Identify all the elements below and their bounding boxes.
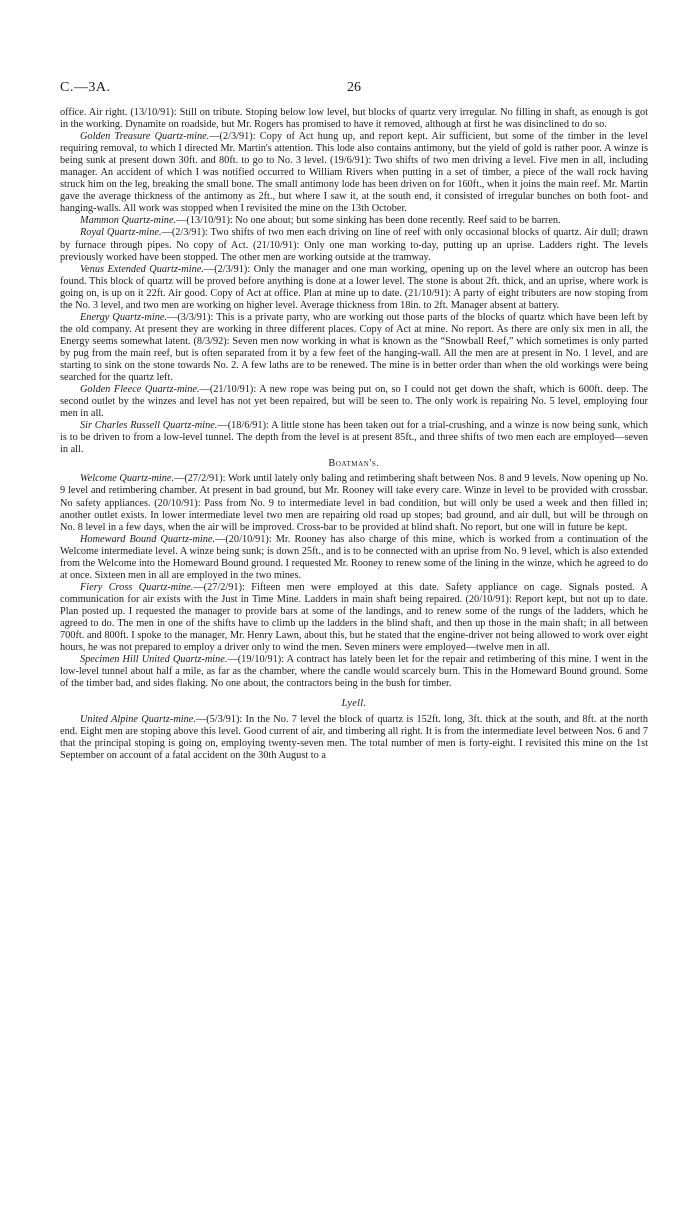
paragraph-text: —(19/10/91): A contract has lately been let for the repair and retimbering of this mine. I went in the low-level tunnel about half a mile, as far as the chamber, where the candle would scarcely burn. This in the Homeward Bound ground. Some of the timber bad, and sides flaking. No one about, the contractors being in the bush for timber. xyxy=(60,654,648,690)
page-header xyxy=(60,82,648,98)
paragraph xyxy=(60,654,648,690)
mine-name: Specimen Hill United Quartz-mine. xyxy=(80,654,228,666)
mine-name: Golden Fleece Quartz-mine. xyxy=(80,384,200,396)
paragraph xyxy=(60,582,648,654)
mine-name: Mammon Quartz-mine. xyxy=(80,215,177,227)
paragraph-text: —(27/2/91): Fifteen men were employed at this date. Safety appliance on cage. Signals posted. A communication for air exists with the Just in Time Mine. Ladders in main shaft being repaired. (20/10/91): Report kept, but not up to date. Plan posted up. I requested the manager to provide bars at some of the landings, and to renew some of the rungs of the ladders, which he agreed to do. The men in one of the shifts have to climb up the ladders in the blind shaft, and then up those in the main shaft; in all between 700ft. and 800ft. I spoke to the manager, Mr. Henry Lawn, about this, but he stated that the engine-driver not being allowed to work over eight hours, he was not prepared to employ a driver only to wind the men. Seven miners were employed—twelve men in all. xyxy=(60,581,649,654)
page-reference: C.—3A. xyxy=(60,80,111,95)
mine-name: Welcome Quartz-mine. xyxy=(80,473,175,485)
paragraph-text: —(13/10/91): No one about; but some sinking has been done recently. Reef said to be barren. xyxy=(176,215,561,227)
paragraph-text: office. Air right. (13/10/91): Still on tribute. Stoping below low level, but blocks of quartz very irregular. No filling in shaft, as enough is got in the working. Dynamite on roadside, but Mr. Rogers has promised to have it removed, although at first he was disinclined to do so. xyxy=(60,107,648,131)
mine-name: Sir Charles Russell Quartz-mine. xyxy=(80,420,218,432)
paragraph-text: —(2/3/91): Copy of Act hung up, and report kept. Air sufficient, but some of the timber in the level requiring removal, to which I directed Mr. Martin's attention. This lode also contains antimony, but the yield of gold is rather poor. A winze is being sunk at present down 30ft. and 80ft. to go to No. 3 level. (19/6/91): Two shifts of two men driving a level. Five men in all, including manager. An accident of which I was notified occurred to William Rivers when putting in a set of timber, a piece of the wall rock having struck him on the leg, breaking the small bone. The small antimony lode has been driven on for 160ft., when it joins the main reef. Mr. Martin gave the average thickness of the antimony as 2ft., but where I saw it, at the south end, it consisted of irregular bunches on both foot- and hanging-walls. All work was stopped when I revisited the mine on the 13th October. xyxy=(60,131,648,215)
mine-name: Homeward Bound Quartz-mine. xyxy=(80,533,216,545)
paragraph xyxy=(60,420,648,456)
paragraph xyxy=(60,107,648,131)
mine-name: Energy Quartz-mine. xyxy=(80,311,168,323)
mine-name: Golden Treasure Quartz-mine. xyxy=(80,131,210,143)
mine-name: United Alpine Quartz-mine. xyxy=(80,714,196,726)
paragraph-text: —(21/10/91): A new rope was being put on, so I could not get down the shaft, which is 600ft. deep. The second outlet by the winzes and level has not yet been repaired, but will be seen to. The only work is repairing No. 5 level, employing four men in all. xyxy=(60,384,648,420)
paragraph-text: —(3/3/91): This is a private party, who are working out those parts of the blocks of quartz which have been left by the old company. At present they are working in three different places. Copy of Act at mine. No report. As there are only six men in all, the Energy seems somewhat latent. (8/3/92): Seven men now working in what is known as the “Snowball Reef,” which sometimes is only parted by pug from the main reef, but is often separated from it by a few feet of the hanging-wall. All the men are at present in No. 1 level, and are starting to sink on the stone towards No. 2. A few laths are to be renewed. The mine is in better order than when the old workings were being searched for the quartz left. xyxy=(60,311,649,384)
paragraph xyxy=(60,714,648,762)
page-number: 26 xyxy=(347,80,361,95)
mine-name: Venus Extended Quartz-mine. xyxy=(80,263,204,275)
paragraph xyxy=(60,227,648,263)
paragraph xyxy=(60,384,648,420)
paragraph-text: —(2/3/91): Only the manager and one man working, opening up on the level where an outcrop has been found. This block of quartz will be proved before anything is done at a lower level. The stone is about 2ft. thick, and an uprise, where work is going on, is up on it 22ft. Air good. Copy of Act at office. Plan at mine up to date. (21/10/91): A party of eight tributers are now stoping from the No. 3 level, and two men are working on higher level. Average thickness from 18in. to 2ft. Manager absent at battery. xyxy=(60,263,648,311)
paragraph xyxy=(60,312,648,384)
mine-name: Fiery Cross Quartz-mine. xyxy=(80,581,194,593)
paragraph-text: —(2/3/91): Two shifts of two men each driving on line of reef with only occasional blocks of quartz. Air dull; drawn by furnace through pipes. No copy of Act. (21/10/91): Only one man working to-day, putting up an uprise. Ladders right. The levels previously worked have been stopped. The other men are working outside at the tramway. xyxy=(60,227,648,263)
section-heading-boatmans: Boatman's. xyxy=(328,458,380,470)
paragraph xyxy=(60,264,648,312)
paragraph-text: —(5/3/91): In the No. 7 level the block of quartz is 152ft. long, 3ft. thick at the south, and 8ft. at the north end. Eight men are stoping above this level. Good current of air, and timbering all right. It is from the intermediate level between Nos. 6 and 7 that the principal stoping is going on, employing twenty-seven men. The total number of men is forty-eight. I revisited this mine on the 1st September on account of a fatal accident on the 30th August to a xyxy=(60,714,648,762)
paragraph xyxy=(60,534,648,582)
paragraph-text: —(18/6/91): A little stone has been taken out for a trial-crushing, and a winze is now being sunk, which is to be driven to from a low-level tunnel. The depth from the level is at present 85ft., and three shifts of two men each are employed—seven in all. xyxy=(60,420,648,456)
section-heading-lyell: Lyell. xyxy=(341,698,367,710)
mine-name: Royal Quartz-mine. xyxy=(80,227,162,239)
paragraph-text: —(20/10/91): Mr. Rooney has also charge of this mine, which is worked from a continuation of the Welcome intermediate level. A winze being sunk; is down 25ft., and is to be connected with an uprise from No. 9 level, which is also extended from the Welcome into the Homeward Bound ground. I requested Mr. Rooney to renew some of the lining in the winze, which he agreed to do at once. Sixteen men in all are employed in the two mines. xyxy=(60,533,648,581)
paragraph-text: —(27/2/91): Work until lately only baling and retimbering shaft between Nos. 8 and 9 levels. Now opening up No. 9 level and retimbering chamber. At present in bad ground, but Mr. Rooney will take every care. Winze in level to be provided with crossbar. No safety appliances. (20/10/91): Pass from No. 9 to intermediate level in bad condition, but will only be used a week and then filled in; another outlet exists. In lower intermediate level two men are repairing old road up stopes; bad ground, and air dull, but will be through on No. 8 level in a few days, when the air will be improved. Cross-bar to be provided at blind shaft. No report, but one will in future be kept. xyxy=(60,473,648,533)
paragraph xyxy=(60,473,648,533)
paragraph xyxy=(60,131,648,215)
paragraph xyxy=(60,215,648,227)
document-body xyxy=(60,107,648,762)
